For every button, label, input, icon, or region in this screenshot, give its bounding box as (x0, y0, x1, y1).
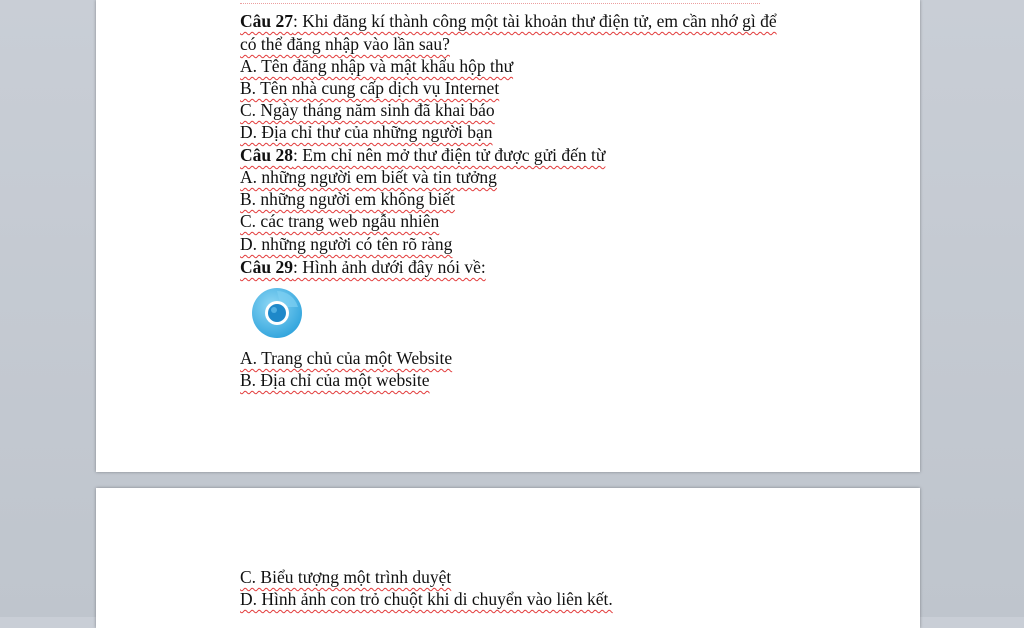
question-27-option-b: B. Tên nhà cung cấp dịch vụ Internet (240, 78, 500, 98)
question-28-label: Câu 28 (240, 145, 293, 165)
question-29-label: Câu 29 (240, 257, 293, 277)
question-27-line-2: có thể đăng nhập vào lần sau? (240, 34, 450, 54)
question-29-option-c: C. Biểu tượng một trình duyệt (240, 567, 452, 587)
question-29-line (240, 256, 486, 278)
question-28-text: : Em chỉ nên mở thư điện tử được gửi đến từ (293, 145, 606, 165)
question-29-option-a: A. Trang chủ của một Website (240, 348, 453, 368)
question-27-text: : Khi đăng kí thành công một tài khoản thư điện tử, em cần nhớ gì để (293, 11, 777, 31)
question-27-option-a: A. Tên đăng nhập và mật khẩu hộp thư (240, 56, 514, 76)
question-28-option-d: D. những người có tên rõ ràng (240, 234, 453, 254)
chrome-logo-icon (251, 287, 303, 339)
document-page-2 (96, 488, 920, 628)
question-27-label: Câu 27 (240, 11, 293, 31)
question-28-option-b: B. những người em không biết (240, 189, 455, 209)
question-28-line (240, 144, 605, 166)
question-27-option-d: D. Địa chỉ thư của những người bạn (240, 122, 493, 142)
previous-text-remnant (240, 0, 760, 4)
question-27-line-1 (240, 10, 777, 32)
question-29-option-d: D. Hình ảnh con trỏ chuột khi di chuyển vào liên kết. (240, 589, 613, 609)
question-27-option-c: C. Ngày tháng năm sinh đã khai báo (240, 100, 495, 120)
question-28-option-c: C. các trang web ngẫu nhiên (240, 211, 440, 231)
question-29-option-b: B. Địa chỉ của một website (240, 370, 430, 390)
question-29-text: : Hình ảnh dưới đây nói về: (293, 257, 486, 277)
question-28-option-a: A. những người em biết và tin tưởng (240, 167, 497, 187)
document-page-1 (96, 0, 920, 472)
